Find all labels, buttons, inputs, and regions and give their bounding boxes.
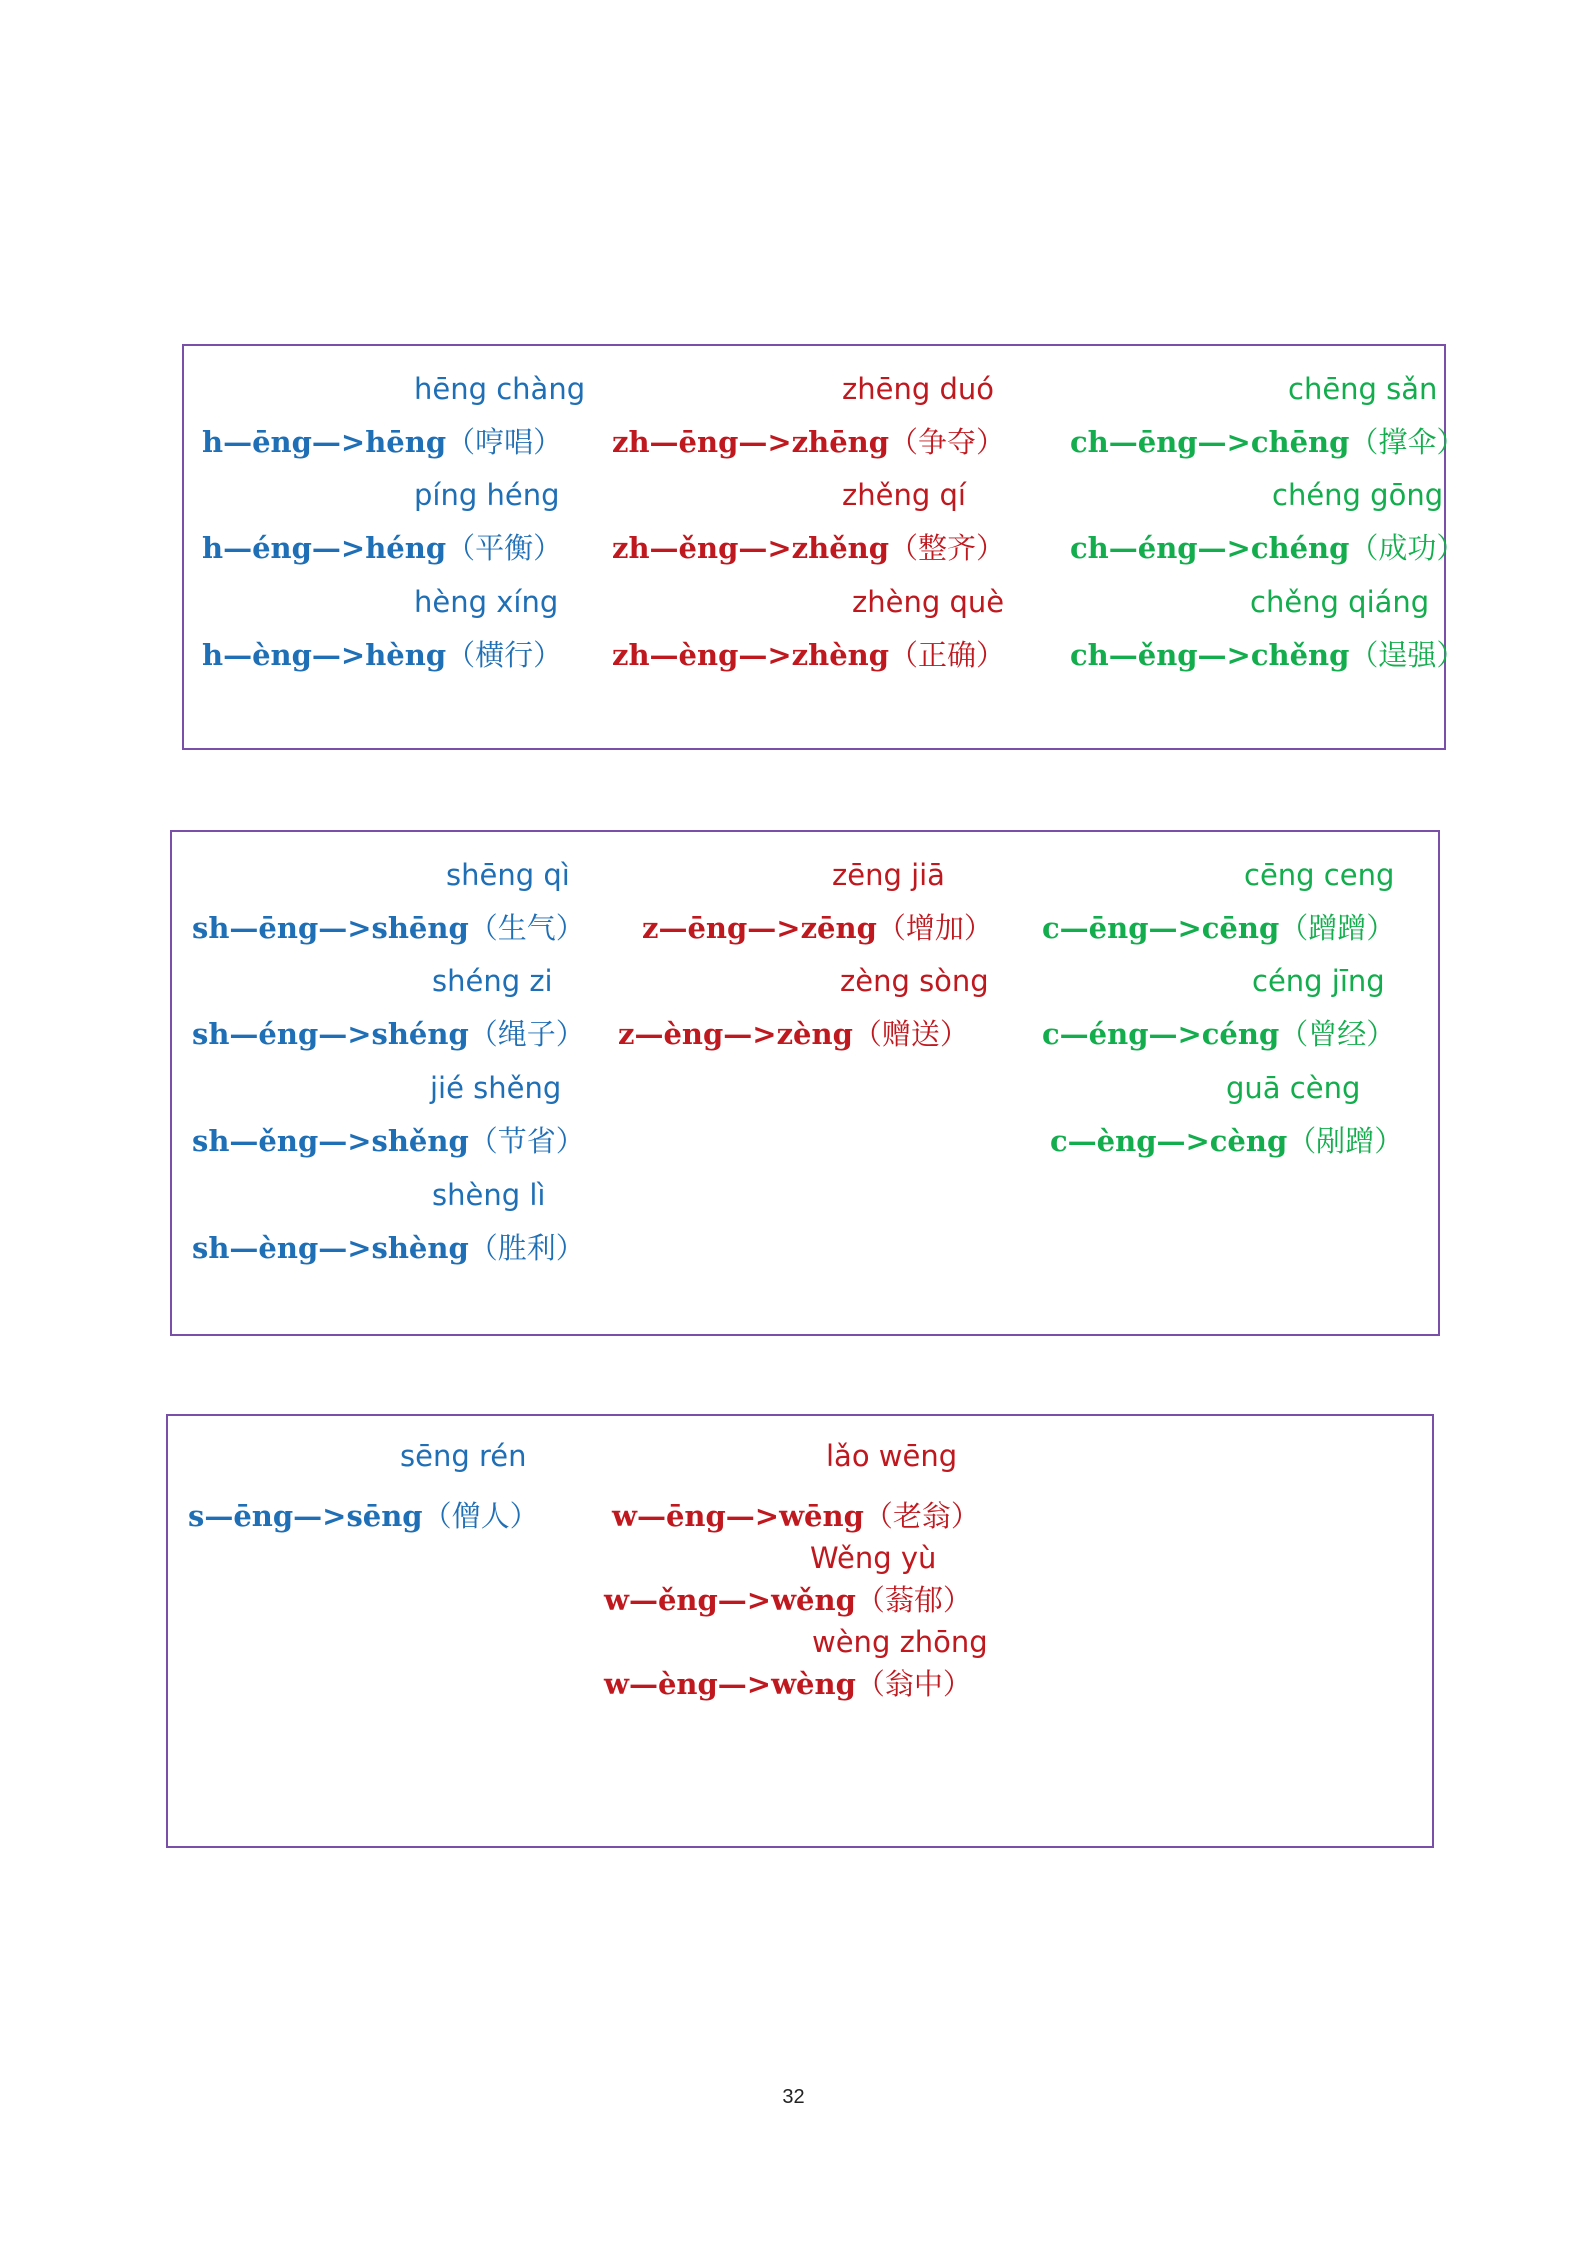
formula-row	[1050, 1123, 1403, 1159]
word: （蹭蹭）	[1279, 911, 1396, 945]
word: （僧人）	[422, 1499, 539, 1533]
formula-row	[202, 424, 562, 460]
word: （曾经）	[1279, 1017, 1396, 1051]
formula-row	[604, 1666, 972, 1702]
pinyin-sheng-li: shèng lì	[432, 1178, 546, 1212]
pinyin-weng-yu: Wěng yù	[810, 1541, 937, 1575]
formula: w—ēng—>wēng	[612, 1499, 864, 1533]
pinyin-lao-weng: lǎo wēng	[826, 1439, 958, 1473]
section-3-box	[166, 1414, 1434, 1848]
word: （老翁）	[863, 1499, 980, 1533]
formula-row	[1070, 530, 1465, 566]
pinyin-sheng-zi: shéng zi	[432, 964, 553, 998]
formula: h—èng—>hèng	[202, 638, 447, 672]
formula: h—ēng—>hēng	[202, 425, 447, 459]
pinyin-zeng-song: zèng sòng	[840, 964, 989, 998]
word: （增加）	[876, 911, 993, 945]
formula: sh—éng—>shéng	[192, 1017, 469, 1051]
formula-row	[192, 1016, 585, 1052]
formula: z—ēng—>zēng	[642, 911, 877, 945]
word: （平衡）	[446, 531, 563, 565]
formula-row	[192, 1230, 585, 1266]
word: （剐蹭）	[1287, 1124, 1404, 1158]
pinyin-ceng-ceng: cēng ceng	[1244, 858, 1395, 892]
pinyin-weng-zhong: wèng zhōng	[812, 1625, 988, 1659]
word: （节省）	[468, 1124, 585, 1158]
formula-row	[188, 1498, 539, 1534]
word: （逞强）	[1349, 638, 1466, 672]
formula-row	[1042, 1016, 1395, 1052]
word: （蓊郁）	[855, 1583, 972, 1617]
pinyin-heng-xing: hèng xíng	[414, 585, 559, 619]
word: （生气）	[468, 911, 585, 945]
formula: c—èng—>cèng	[1050, 1124, 1288, 1158]
word: （胜利）	[468, 1231, 585, 1265]
pinyin-zheng-qi: zhěng qí	[842, 478, 966, 512]
formula: sh—ēng—>shēng	[192, 911, 469, 945]
pinyin-zeng-jia: zēng jiā	[832, 858, 945, 892]
formula-row	[192, 910, 585, 946]
formula-row	[612, 530, 1005, 566]
pinyin-zheng-duo: zhēng duó	[842, 372, 994, 406]
word: （横行）	[446, 638, 563, 672]
formula: ch—ēng—>chēng	[1070, 425, 1350, 459]
word: （争夺）	[889, 425, 1006, 459]
pinyin-heng-chang: hēng chàng	[414, 372, 586, 406]
formula: w—ěng—>wěng	[604, 1583, 856, 1617]
word: （翁中）	[855, 1667, 972, 1701]
word: （整齐）	[889, 531, 1006, 565]
formula: s—ēng—>sēng	[188, 1499, 423, 1533]
pinyin-zheng-que: zhèng què	[852, 585, 1005, 619]
formula: z—èng—>zèng	[618, 1017, 853, 1051]
word: （正确）	[889, 638, 1006, 672]
formula: sh—èng—>shèng	[192, 1231, 469, 1265]
formula: ch—éng—>chéng	[1070, 531, 1350, 565]
formula-row	[192, 1123, 585, 1159]
formula-row	[612, 424, 1005, 460]
formula-row	[642, 910, 993, 946]
pinyin-sheng-qi: shēng qì	[446, 858, 570, 892]
formula: h—éng—>héng	[202, 531, 447, 565]
formula-row	[1070, 637, 1465, 673]
pinyin-jie-sheng: jié shěng	[430, 1071, 562, 1105]
pinyin-cheng-qiang: chěng qiáng	[1250, 585, 1430, 619]
pinyin-cheng-san: chēng sǎn	[1288, 372, 1438, 406]
section-1-box	[182, 344, 1466, 750]
pinyin-ping-heng: píng héng	[414, 478, 560, 512]
formula-row	[202, 637, 562, 673]
formula: w—èng—>wèng	[604, 1667, 856, 1701]
formula: zh—èng—>zhèng	[612, 638, 890, 672]
formula-row	[612, 1498, 980, 1534]
formula: c—éng—>céng	[1042, 1017, 1280, 1051]
word: （绳子）	[468, 1017, 585, 1051]
section-2-box	[170, 830, 1440, 1336]
formula: ch—ěng—>chěng	[1070, 638, 1350, 672]
formula-row	[202, 530, 562, 566]
formula: zh—ěng—>zhěng	[612, 531, 890, 565]
pinyin-ceng-jing: céng jīng	[1252, 964, 1385, 998]
formula-row	[1070, 424, 1465, 460]
word: （赠送）	[852, 1017, 969, 1051]
formula-row	[1042, 910, 1395, 946]
formula-row	[618, 1016, 969, 1052]
formula-row	[612, 637, 1005, 673]
formula: zh—ēng—>zhēng	[612, 425, 890, 459]
page-number: 32	[782, 2086, 805, 2108]
word: （哼唱）	[446, 425, 563, 459]
formula: c—ēng—>cēng	[1042, 911, 1280, 945]
pinyin-cheng-gong: chéng gōng	[1272, 478, 1444, 512]
formula-row	[604, 1582, 972, 1618]
pinyin-seng-ren: sēng rén	[400, 1439, 527, 1473]
formula: sh—ěng—>shěng	[192, 1124, 469, 1158]
pinyin-gua-ceng: guā cèng	[1226, 1071, 1361, 1105]
word: （撑伞）	[1349, 425, 1466, 459]
word: （成功）	[1349, 531, 1466, 565]
